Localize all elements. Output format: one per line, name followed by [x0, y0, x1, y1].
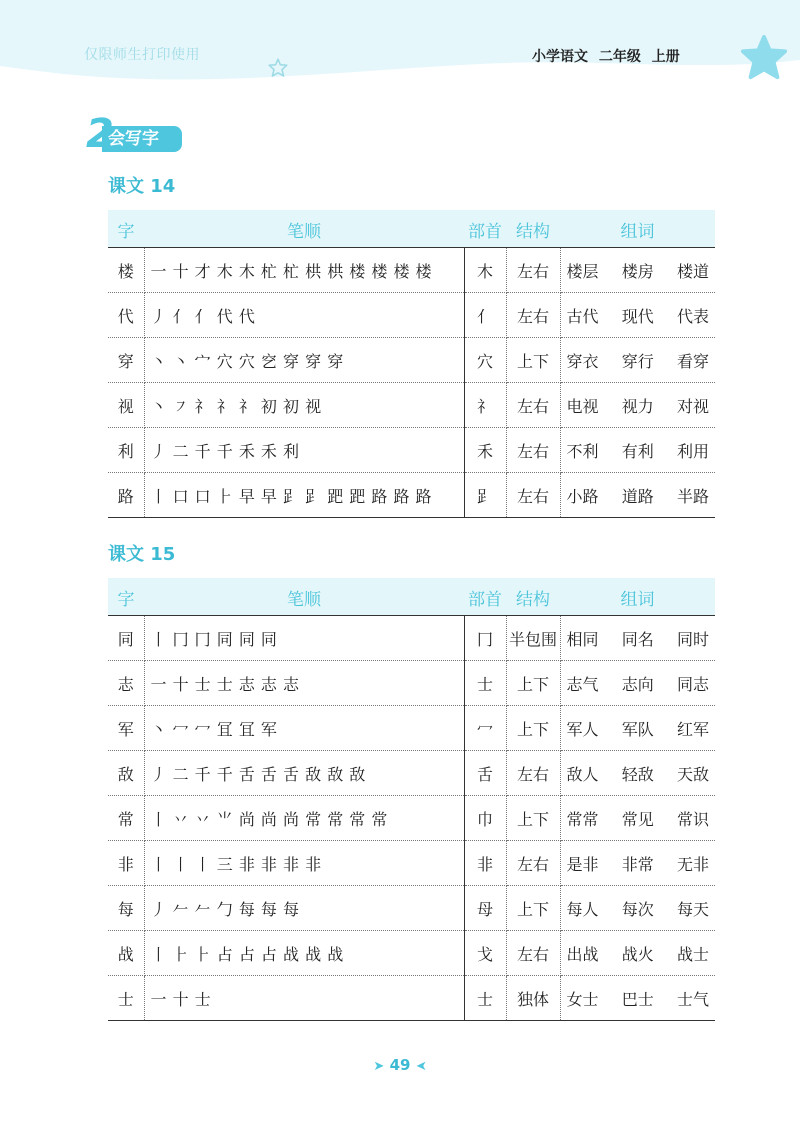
- table-row: [108, 428, 715, 473]
- structure-cell: 左右: [506, 293, 560, 338]
- word-item: 穿衣: [566, 351, 599, 371]
- word-item: 有利: [621, 441, 654, 461]
- table-row: [108, 706, 715, 751]
- stroke-order-cell: 丿 亻 亻 代 代: [144, 293, 464, 338]
- lesson-title: 课文 14: [108, 176, 176, 197]
- structure-cell: 上下: [506, 886, 560, 931]
- word-item: 战火: [621, 944, 654, 964]
- words-cell: [560, 473, 715, 518]
- character-cell: 路: [108, 473, 144, 518]
- word-item: 军人: [566, 719, 599, 739]
- word-item: 看穿: [676, 351, 709, 371]
- table-row: [108, 338, 715, 383]
- words-cell: [560, 886, 715, 931]
- structure-cell: 左右: [506, 473, 560, 518]
- words-cell: [560, 248, 715, 293]
- stroke-order-cell: 丿 𠂉 𠂉 勹 每 每 每: [144, 886, 464, 931]
- radical-cell: 𧾷: [464, 473, 506, 518]
- chevron-right-icon: ➤: [373, 1059, 385, 1074]
- page-number-value: 49: [389, 1056, 411, 1074]
- word-item: 常常: [566, 809, 599, 829]
- star-icon: [740, 34, 788, 82]
- structure-cell: 左右: [506, 248, 560, 293]
- section-number: 2: [86, 111, 114, 157]
- word-item: 每人: [566, 899, 599, 919]
- table-row: [108, 293, 715, 338]
- character-cell: 同: [108, 616, 144, 661]
- stroke-order-cell: 丶 冖 冖 冝 冝 军: [144, 706, 464, 751]
- words-cell: [560, 841, 715, 886]
- words-cell: [560, 976, 715, 1021]
- watermark-text: 仅限师生打印使用: [84, 47, 200, 63]
- structure-cell: 左右: [506, 931, 560, 976]
- header-radical: 部首: [464, 579, 506, 616]
- header-order: 笔顺: [144, 211, 464, 248]
- word-item: 士气: [676, 989, 709, 1009]
- header-char: 字: [108, 579, 144, 616]
- structure-cell: 左右: [506, 428, 560, 473]
- word-item: 对视: [676, 396, 709, 416]
- radical-cell: 母: [464, 886, 506, 931]
- character-cell: 每: [108, 886, 144, 931]
- character-cell: 军: [108, 706, 144, 751]
- radical-cell: 亻: [464, 293, 506, 338]
- character-cell: 战: [108, 931, 144, 976]
- word-item: 战士: [676, 944, 709, 964]
- radical-cell: 舌: [464, 751, 506, 796]
- header-structure: 结构: [506, 579, 560, 616]
- character-cell: 视: [108, 383, 144, 428]
- radical-cell: 冖: [464, 706, 506, 751]
- header-structure: 结构: [506, 211, 560, 248]
- word-item: 同时: [676, 629, 709, 649]
- word-item: 是非: [566, 854, 599, 874]
- stroke-order-cell: 一 十 士: [144, 976, 464, 1021]
- radical-cell: 穴: [464, 338, 506, 383]
- word-item: 每天: [676, 899, 709, 919]
- radical-cell: 巾: [464, 796, 506, 841]
- stroke-order-cell: 丿 二 千 千 禾 禾 利: [144, 428, 464, 473]
- word-item: 相同: [566, 629, 599, 649]
- character-cell: 楼: [108, 248, 144, 293]
- stroke-order-cell: 一 十 士 士 志 志 志: [144, 661, 464, 706]
- word-item: 古代: [566, 306, 599, 326]
- radical-cell: 戈: [464, 931, 506, 976]
- table-header-row: [108, 579, 715, 616]
- table-row: [108, 616, 715, 661]
- table-row: [108, 886, 715, 931]
- book-info: 小学语文 二年级 上册: [532, 49, 680, 65]
- structure-cell: 上下: [506, 338, 560, 383]
- word-item: 电视: [566, 396, 599, 416]
- word-item: 穿行: [621, 351, 654, 371]
- word-item: 同名: [621, 629, 654, 649]
- word-item: 不利: [566, 441, 599, 461]
- word-item: 军队: [621, 719, 654, 739]
- stroke-order-cell: 丨 丨 丨 三 非 非 非 非: [144, 841, 464, 886]
- header-char: 字: [108, 211, 144, 248]
- radical-cell: 非: [464, 841, 506, 886]
- word-item: 无非: [676, 854, 709, 874]
- chevron-left-icon: ➤: [415, 1059, 427, 1074]
- table-row: [108, 473, 715, 518]
- word-item: 每次: [621, 899, 654, 919]
- stroke-order-cell: 一 十 才 木 木 杧 杧 栱 栱 楼 楼 楼 楼: [144, 248, 464, 293]
- word-item: 天敌: [676, 764, 709, 784]
- structure-cell: 独体: [506, 976, 560, 1021]
- structure-cell: 上下: [506, 796, 560, 841]
- words-cell: [560, 751, 715, 796]
- header-words: 组词: [560, 579, 715, 616]
- word-item: 巴士: [621, 989, 654, 1009]
- word-item: 楼层: [566, 261, 599, 281]
- word-item: 志气: [566, 674, 599, 694]
- structure-cell: 左右: [506, 751, 560, 796]
- stroke-order-cell: 丶 ㇇ 礻 礻 礻 初 初 视: [144, 383, 464, 428]
- character-cell: 士: [108, 976, 144, 1021]
- words-cell: [560, 616, 715, 661]
- lesson-title: 课文 15: [108, 544, 176, 565]
- radical-cell: 冂: [464, 616, 506, 661]
- word-item: 常见: [621, 809, 654, 829]
- word-item: 道路: [621, 486, 654, 506]
- word-item: 视力: [621, 396, 654, 416]
- table-row: [108, 976, 715, 1021]
- structure-cell: 左右: [506, 841, 560, 886]
- word-item: 志向: [621, 674, 654, 694]
- radical-cell: 禾: [464, 428, 506, 473]
- stroke-order-cell: 丨 ⺊ ⺊ 占 占 占 战 战 战: [144, 931, 464, 976]
- structure-cell: 左右: [506, 383, 560, 428]
- structure-cell: 半包围: [506, 616, 560, 661]
- table-row: [108, 248, 715, 293]
- word-item: 楼道: [676, 261, 709, 281]
- character-cell: 志: [108, 661, 144, 706]
- stroke-order-cell: 丨 口 口 ⺊ 早 早 𧾷 𧾷 跁 跁 路 路 路: [144, 473, 464, 518]
- words-cell: [560, 338, 715, 383]
- words-cell: [560, 428, 715, 473]
- stroke-order-cell: 丶 丶 宀 穴 穴 穵 穿 穿 穿: [144, 338, 464, 383]
- word-item: 常识: [676, 809, 709, 829]
- table-row: [108, 383, 715, 428]
- header-order: 笔顺: [144, 579, 464, 616]
- words-cell: [560, 383, 715, 428]
- character-cell: 常: [108, 796, 144, 841]
- table-row: [108, 931, 715, 976]
- table-row: [108, 661, 715, 706]
- header-radical: 部首: [464, 211, 506, 248]
- word-item: 女士: [566, 989, 599, 1009]
- stroke-order-cell: 丨 丷 丷 ⺌ 尚 尚 尚 常 常 常 常: [144, 796, 464, 841]
- word-item: 红军: [676, 719, 709, 739]
- word-item: 代表: [676, 306, 709, 326]
- radical-cell: 士: [464, 661, 506, 706]
- word-item: 半路: [676, 486, 709, 506]
- word-item: 出战: [566, 944, 599, 964]
- word-item: 轻敌: [621, 764, 654, 784]
- table-row: [108, 751, 715, 796]
- structure-cell: 上下: [506, 661, 560, 706]
- character-table: [108, 578, 715, 1021]
- character-cell: 代: [108, 293, 144, 338]
- word-item: 现代: [621, 306, 654, 326]
- star-icon: [268, 58, 288, 78]
- word-item: 敌人: [566, 764, 599, 784]
- structure-cell: 上下: [506, 706, 560, 751]
- words-cell: [560, 661, 715, 706]
- words-cell: [560, 706, 715, 751]
- word-item: 同志: [676, 674, 709, 694]
- word-item: 小路: [566, 486, 599, 506]
- word-item: 非常: [621, 854, 654, 874]
- section-badge: [86, 111, 182, 157]
- words-cell: [560, 293, 715, 338]
- stroke-order-cell: 丨 冂 冂 同 同 同: [144, 616, 464, 661]
- character-cell: 穿: [108, 338, 144, 383]
- table-header-row: [108, 211, 715, 248]
- header-words: 组词: [560, 211, 715, 248]
- words-cell: [560, 931, 715, 976]
- stroke-order-cell: 丿 二 千 千 舌 舌 舌 敌 敌 敌: [144, 751, 464, 796]
- radical-cell: 礻: [464, 383, 506, 428]
- radical-cell: 士: [464, 976, 506, 1021]
- character-cell: 非: [108, 841, 144, 886]
- table-row: [108, 841, 715, 886]
- character-cell: 敌: [108, 751, 144, 796]
- character-table: [108, 210, 715, 518]
- page-number: [0, 1056, 800, 1074]
- word-item: 利用: [676, 441, 709, 461]
- word-item: 楼房: [621, 261, 654, 281]
- character-cell: 利: [108, 428, 144, 473]
- words-cell: [560, 796, 715, 841]
- section-title: 会写字: [102, 126, 182, 152]
- radical-cell: 木: [464, 248, 506, 293]
- table-row: [108, 796, 715, 841]
